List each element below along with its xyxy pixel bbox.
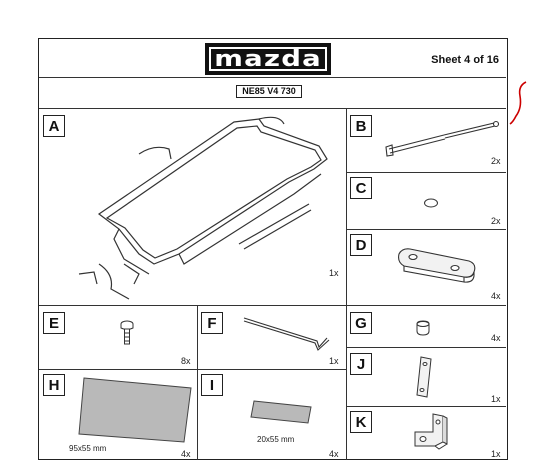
- part-letter: C: [350, 177, 372, 199]
- pad-dimension: 95x55 mm: [69, 444, 107, 453]
- part-qty: 4x: [329, 449, 339, 459]
- part-letter: B: [350, 115, 372, 137]
- rubber-plug-icon: [423, 197, 439, 209]
- part-qty: 2x: [491, 156, 501, 166]
- logo-text: mazda: [214, 46, 322, 72]
- part-qty: 4x: [491, 291, 501, 301]
- parts-sheet: [38, 38, 508, 460]
- grid-divider: [346, 108, 347, 460]
- grid-divider: [346, 172, 506, 173]
- grid-divider: [346, 406, 506, 407]
- part-qty: 4x: [181, 449, 191, 459]
- part-qty: 1x: [329, 356, 339, 366]
- sheet-label: Sheet 4 of 16: [431, 54, 499, 66]
- mazda-logo: [205, 43, 331, 75]
- bolt-icon: [119, 319, 135, 347]
- luggage-rack-icon: [59, 114, 339, 299]
- pad-large-icon: [79, 376, 194, 446]
- part-letter: I: [201, 374, 223, 396]
- cap-icon: [414, 319, 432, 337]
- grid-divider: [346, 347, 506, 348]
- red-annotation-mark: [508, 80, 530, 128]
- bracket-plate-icon: [394, 244, 479, 284]
- part-number: NE85 V4 730: [236, 85, 302, 98]
- part-letter: G: [350, 312, 372, 334]
- part-letter: D: [350, 234, 372, 256]
- pad-dimension: 20x55 mm: [257, 435, 295, 444]
- part-qty: 1x: [491, 449, 501, 459]
- grid-divider: [346, 229, 506, 230]
- allen-key-icon: [242, 315, 332, 355]
- part-letter: K: [350, 411, 372, 433]
- part-qty: 1x: [491, 394, 501, 404]
- grid-divider: [197, 305, 198, 460]
- part-letter: E: [43, 312, 65, 334]
- header-bottom-divider: [39, 108, 506, 109]
- part-letter: F: [201, 312, 223, 334]
- part-letter: A: [43, 115, 65, 137]
- grid-divider: [39, 305, 506, 306]
- part-qty: 2x: [491, 216, 501, 226]
- gas-strut-icon: [384, 117, 499, 157]
- part-qty: 1x: [329, 268, 339, 278]
- part-qty: 8x: [181, 356, 191, 366]
- pad-small-icon: [251, 399, 313, 425]
- part-qty: 4x: [491, 333, 501, 343]
- strap-bracket-icon: [413, 355, 435, 401]
- part-letter: J: [350, 353, 372, 375]
- grid-divider: [39, 369, 346, 370]
- part-letter: H: [43, 374, 65, 396]
- angle-bracket-icon: [411, 412, 451, 452]
- header-divider: [39, 77, 506, 78]
